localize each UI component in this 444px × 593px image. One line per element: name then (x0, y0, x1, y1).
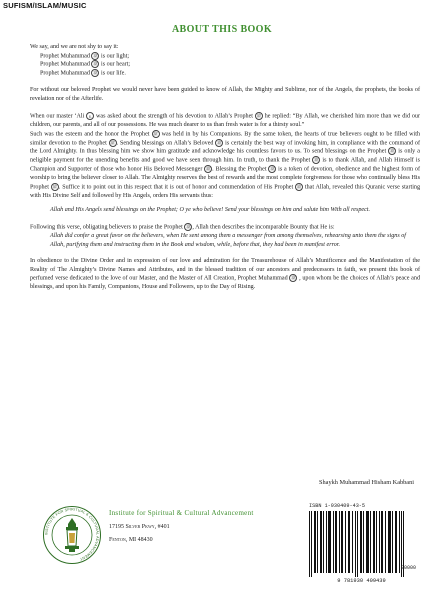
text-run: Suffice it to point out in this respect that it is out of honor and commendation of His Prophet (62, 184, 294, 191)
honorific-icon: ع (86, 112, 94, 120)
barcode-panel (305, 503, 418, 588)
text-run: he replied: “By Allah, we cherished him more than we did our children, our parents, and all of our possessions. He was much dearer to us than fresh water is for a thirsty soul.” (30, 113, 420, 129)
paragraph (30, 112, 420, 129)
honorific-icon: ﷺ (269, 166, 275, 172)
text-run: Sending blessings on Allah’s Beloved (120, 139, 214, 146)
paragraph (30, 223, 420, 232)
poem-line-tail: is our life. (101, 70, 126, 77)
quran-quote: Allah did confer a great favor on the believers, when He sent among them a messenger from among themselves, rehearsing unto them the signs of Allah, purifying them and instructing them in the Book and wisdom, while, before that, they had been in manifest error. (50, 233, 406, 248)
intro-line (30, 43, 420, 52)
honorific-icon: ﷺ (313, 157, 319, 163)
honorific-icon: ﷺ (296, 183, 302, 189)
institute-logo-icon (42, 505, 102, 565)
honorific-icon: ﷺ (256, 113, 262, 119)
text-run: In obedience to the Divine Order and in expression of our love and admiration for the Treasurehouse of Allah’s Munificence and the Manifestation of the Reality of The Almighty’s Divine Names and Attributes, and in the blessed tradition of our ancestors and predecessors in faith, we present this book of perfumed verse dedicated to the love of our Master, and the Master of All Creation, Prophet Muhammad (30, 258, 420, 282)
isbn-label: ISBN 1-930409-43-5 (309, 503, 366, 509)
poem-line-name: Prophet Muhammad (40, 52, 90, 59)
barcode-icon (307, 511, 416, 577)
poem-line (30, 69, 420, 78)
barcode-number: 9 781930 409439 (337, 578, 386, 584)
body-text (30, 43, 420, 298)
paragraph: For without our beloved Prophet we would never have been guided to know of Allah, the Mighty and Sublime, nor of the Angels, the prophets, the books of revelation nor of the Afterlife. (30, 87, 420, 102)
honorific-icon: ﷺ (205, 166, 211, 172)
text-run: When our master ‘Ali (30, 113, 85, 120)
honorific-icon: ﷺ (216, 139, 222, 145)
text-run: is only a neligible payment for the unending benefits and good we have seen through him. In truth, to thank the Prophet (30, 148, 420, 164)
honorific-icon: ﷺ (153, 130, 158, 136)
poem-line-tail: is our light; (101, 52, 130, 59)
text-run: is a token of devotion, obedience and the highest form of worship to bring the believer closer to Allah. The Almighty reserves the best of rewards and the most complete forgiveness for those who continually bless His Prophet (30, 166, 420, 191)
honorific-icon: ﷺ (93, 61, 98, 67)
text-run: Following this verse, obligating believers to praise the Prophet (30, 223, 183, 230)
text-run: , upon whom be the choices of Allah’s peace and blessings, and upon his Family, Companions, House and Followers, up to the Day of Rising. (30, 275, 420, 291)
poem-line-tail: is our heart; (101, 61, 131, 68)
text-run: is certainly the best way of invoking him, in compliance with the command of the Lord Almighty. In thus blessing him we show him gratitude and acknowledge his countless favors to us. To send blessings on the Prophet (30, 139, 420, 155)
intro-text: We say, and we are not shy to say it: (30, 44, 119, 50)
honorific-icon: ﷺ (185, 223, 191, 229)
publisher-address-line1: 17195 Silver Pkwy, #401 (109, 524, 170, 530)
poem-line (30, 60, 420, 69)
price-code: 90000 (400, 565, 416, 571)
page-title: ABOUT THIS BOOK (171, 24, 273, 35)
text-run: was held in by his Companions. By the same token, the hearts of true believers ought to be filled with similar devotion to the Prophet (30, 131, 420, 146)
honorific-icon: ﷺ (52, 183, 58, 189)
category-bar (0, 0, 444, 14)
honorific-icon: ﷺ (93, 52, 98, 58)
poem-line-name: Prophet Muhammad (40, 61, 90, 68)
text-run: is to thank Allah, and Allah Himself is Champion and Supporter of those who honor His Beloved Messenger (30, 157, 420, 173)
honorific-icon: ﷺ (93, 70, 98, 76)
logo-ring-text: INSTITUTE FOR SPIRITUAL & CULTURAL ADVANCEMENT (44, 507, 100, 562)
text-run: that Allah, revealed this Quranic verse starting with His Divine Self and followed by His Angels, orders His servants thus: (30, 184, 420, 199)
paragraph: Such was the esteem and the honor the Prophet ﷺ was held in by his Companions. By the same token, the hearts of true believers ought to be filled with similar devotion to the Prophet ﷺ . Sending blessings on Allah’s Beloved ﷺ is certainly the best way of invoking him, in compliance with the command of the Lord Almighty. In thus blessing him we show him gratitude and acknowledge his countless favors to us. To send blessings on the Prophet ﷺ is only a neligible payment for the unending benefits and good we have seen through him. In truth, to thank the Prophet ﷺ is to thank Allah, and Allah Himself is Champion and Supporter of those who honor His Beloved Messenger ﷺ . Blessing the Prophet ﷺ is a token of devotion, obedience and the highest form of worship to bring the believer closer to Allah. The Almighty reserves the best of rewards and the most complete forgiveness for those who continually bless His Prophet ﷺ . Suffice it to point out in this respect that it is out of honor and commendation of His Prophet ﷺ that Allah, revealed this Quranic verse starting with His Divine Self and followed by His Angels, orders His servants thus: (30, 130, 420, 199)
honorific-icon: ﷺ (389, 148, 395, 154)
poem-line (30, 52, 420, 61)
category-label: SUFISM/ISLAM/MUSIC (3, 1, 87, 10)
author-signature: Shaykh Muhammad Hisham Kabbani (319, 479, 414, 486)
text-run: , Allah then describes the incomparable Bounty that He is: (192, 223, 335, 230)
poem-line-name: Prophet Muhammad (40, 70, 90, 77)
honorific-icon: ﷺ (290, 275, 296, 281)
text-run: Such was the esteem and the honor the Prophet (30, 131, 150, 138)
publisher-address-line2: Fenton, MI 48430 (109, 537, 153, 543)
paragraph (30, 257, 420, 291)
poem (30, 52, 420, 79)
publisher-name: Institute for Spiritual & Cultural Advancement (109, 509, 254, 517)
text-run: was asked about the strength of his devotion to Allah’s Prophet (96, 113, 253, 120)
honorific-icon: ﷺ (110, 139, 116, 145)
text-run: Blessing the Prophet (215, 166, 267, 173)
quran-quote: Allah and His Angels send blessings on the Prophet; O ye who believe! Send your blessings on him and salute him With all respect. (50, 207, 370, 214)
